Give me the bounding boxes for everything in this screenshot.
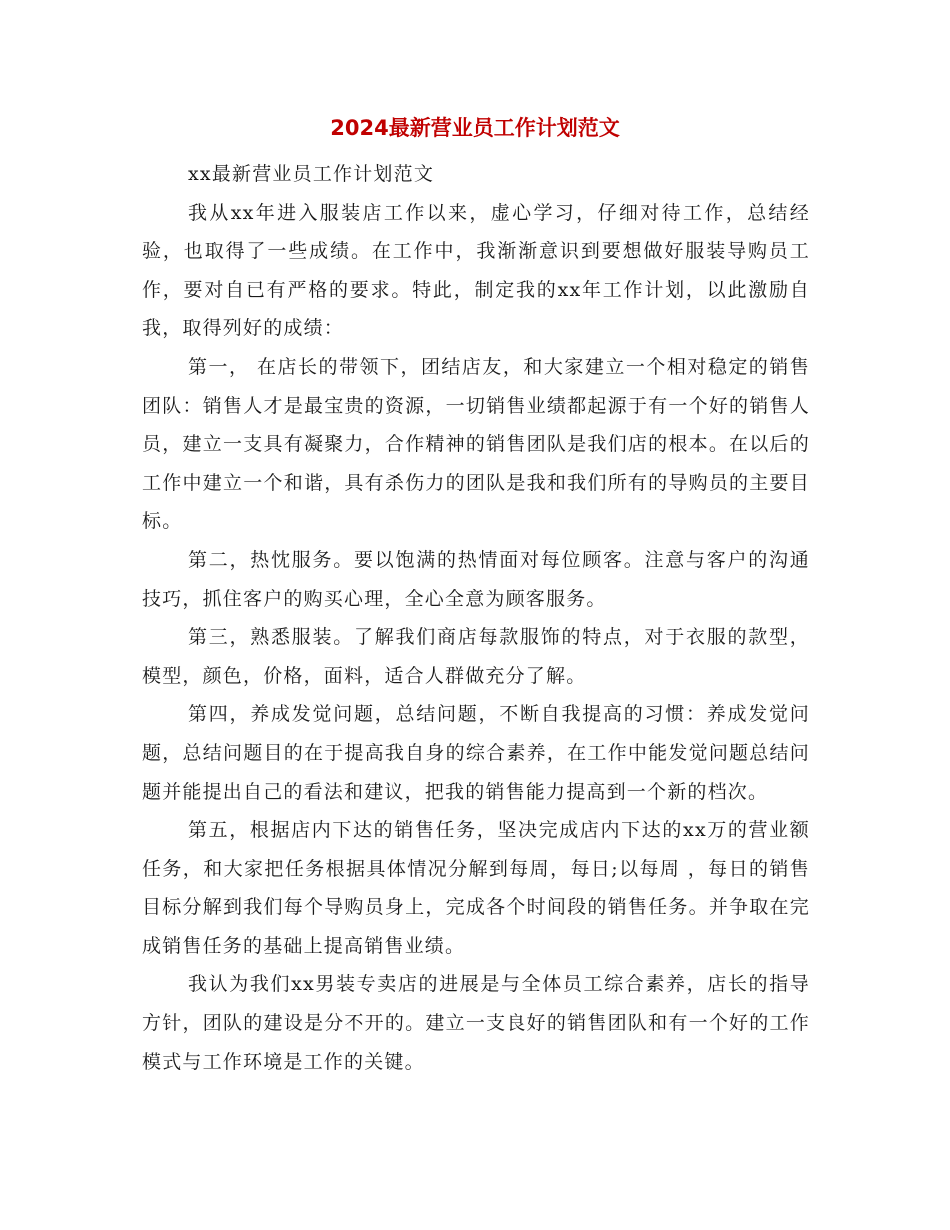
paragraph-conclusion: 我认为我们xx男装专卖店的进展是与全体员工综合素养，店长的指导方针，团队的建设是分不开的。建立一支良好的销售团队和有一个好的工作模式与工作环境是工作的关键。 <box>142 973 810 1073</box>
paragraph-point-1: 第一， 在店长的带领下，团结店友，和大家建立一个相对稳定的销售团队：销售人才是最宝贵的资源，一切销售业绩都起源于有一个好的销售人员，建立一支具有凝聚力，合作精神的销售团队是我们店的根本。在以后的工作中建立一个和谐，具有杀伤力的团队是我和我们所有的导购员的主要目标。 <box>142 355 810 533</box>
paragraph-intro: 我从xx年进入服装店工作以来，虚心学习，仔细对待工作，总结经验，也取得了一些成绩。在工作中，我渐渐意识到要想做好服装导购员工作，要对自已有严格的要求。特此，制定我的xx年工作计划，以此激励自我，取得列好的成绩： <box>142 201 810 340</box>
paragraph-heading: xx最新营业员工作计划范文 <box>188 163 435 185</box>
paragraph-point-4: 第四，养成发觉问题，总结问题，不断自我提高的习惯：养成发觉问题，总结问题目的在于提高我自身的综合素养，在工作中能发觉问题总结问题并能提出自己的看法和建议，把我的销售能力提高到一个新的档次。 <box>142 703 810 803</box>
paragraph-point-5: 第五，根据店内下达的销售任务，坚决完成店内下达的xx万的营业额任务，和大家把任务根据具体情况分解到每周，每日;以每周 ，每日的销售目标分解到我们每个导购员身上，完成各个时间段的销售任务。并争取在完成销售任务的基础上提高销售业绩。 <box>142 819 810 957</box>
paragraph-point-2: 第二，热忱服务。要以饱满的热情面对每位顾客。注意与客户的沟通技巧，抓住客户的购买心理，全心全意为顾客服务。 <box>142 548 810 610</box>
document-body <box>142 155 810 1081</box>
paragraph-point-3: 第三，熟悉服装。了解我们商店每款服饰的特点，对于衣服的款型，模型，颜色，价格，面料，适合人群做充分了解。 <box>142 626 810 687</box>
document-title: 2024最新营业员工作计划范文 <box>330 116 620 140</box>
